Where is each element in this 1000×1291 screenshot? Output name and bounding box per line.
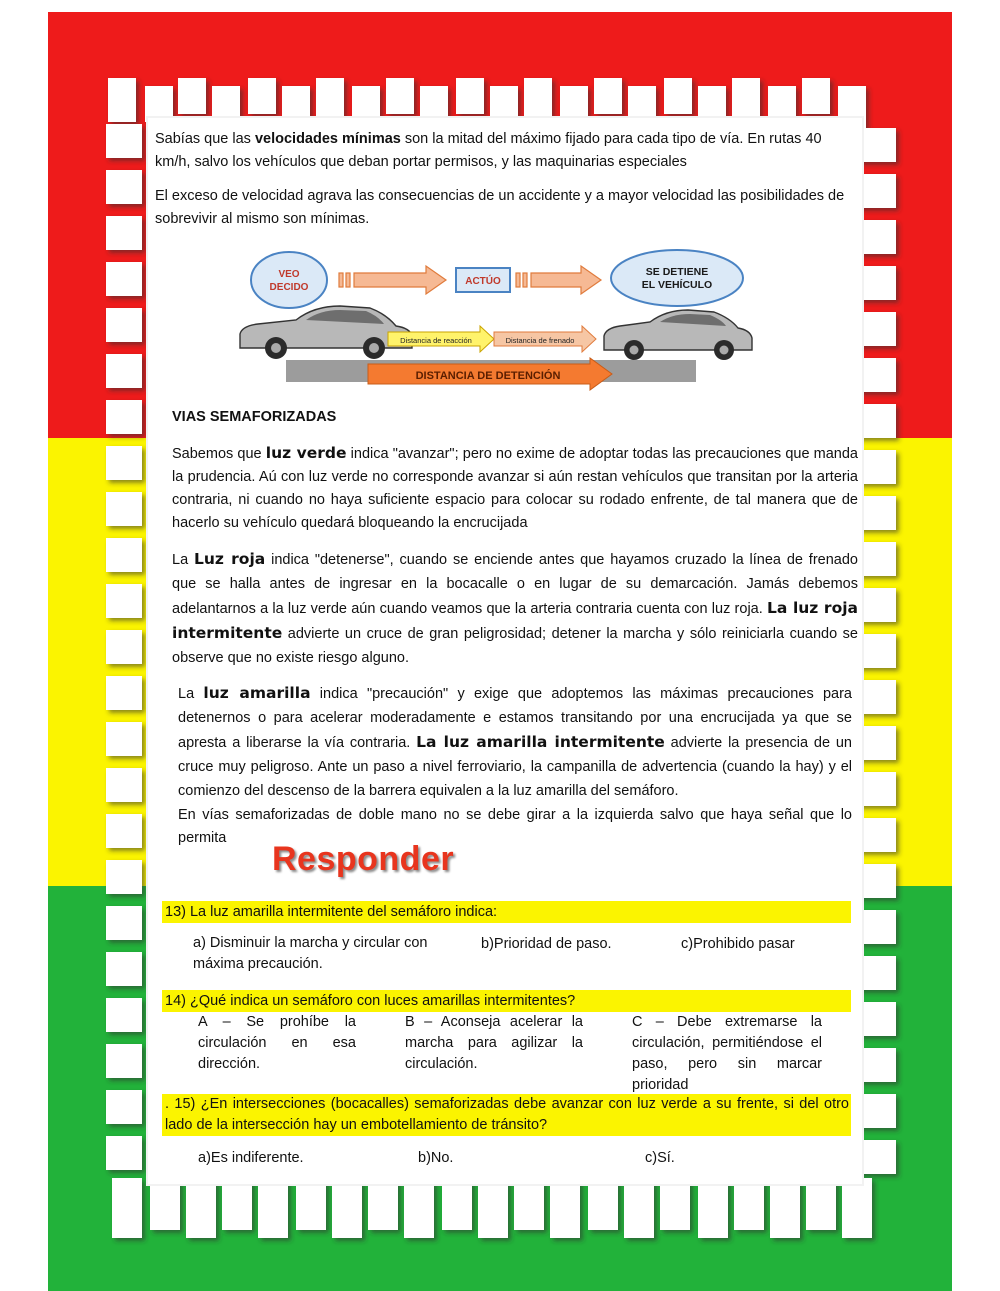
frame-tile xyxy=(856,404,896,438)
frame-tile xyxy=(588,1178,618,1230)
question-15: . 15) ¿En intersecciones (bocacalles) semaforizadas debe avanzar con luz verde a su frente, si del otro lado de la intersección hay un embotellamiento de tránsito? xyxy=(165,1096,849,1133)
frame-tile xyxy=(856,128,896,162)
frame-tile xyxy=(856,358,896,392)
q14-option-c[interactable]: C – Debe extremarse la circulación, permitiéndose el paso, pero sin marcar prioridad xyxy=(632,1014,822,1093)
frame-tile xyxy=(768,86,796,122)
frame-tile xyxy=(106,170,142,204)
frame-tile xyxy=(106,768,142,802)
frame-tile xyxy=(332,1178,362,1238)
q13-option-a[interactable]: a) Disminuir la marcha y circular con máxima precaución. xyxy=(193,935,428,972)
frame-tile xyxy=(106,354,142,388)
frame-tile xyxy=(248,78,276,114)
frame-tile xyxy=(478,1178,508,1238)
frame-tile xyxy=(856,1140,896,1174)
frame-tile xyxy=(442,1178,472,1230)
em-luz-amarilla: luz amarilla xyxy=(203,684,311,702)
frame-tile xyxy=(282,86,310,122)
q15-option-b[interactable]: b)No. xyxy=(418,1150,454,1166)
frame-tile xyxy=(856,1048,896,1082)
q13-option-c[interactable]: c)Prohibido pasar xyxy=(681,936,795,952)
frame-tile xyxy=(106,308,142,342)
decido-label: DECIDO xyxy=(269,282,309,293)
section-title: VIAS SEMAFORIZADAS xyxy=(172,409,337,425)
frame-tile xyxy=(856,1094,896,1128)
responder-heading: Responder xyxy=(272,840,455,878)
q14-option-a[interactable]: A – Se prohíbe la circulación en esa dirección. xyxy=(198,1014,356,1072)
frame-tile xyxy=(594,78,622,114)
em-luz-verde: luz verde xyxy=(265,444,347,462)
frame-tile xyxy=(178,78,206,114)
frame-tile xyxy=(106,492,142,526)
stopping-distance-diagram xyxy=(236,240,770,398)
frame-tile xyxy=(856,864,896,898)
paragraph-luz-verde: Sabemos que luz verde indica "avanzar"; pero no exime de adoptar todas las precauciones que manda la prudencia. Aú con luz verde no corresponde avanzar si aún restan vehículos que transitan por la arteria contraria, ni cuando no haya suficiente espacio para colocar su rodado enfrente, de tal manera que de hacerlo su vehículo quedará bloqueando la encrucijada xyxy=(172,444,858,531)
frame-tile xyxy=(856,266,896,300)
em-luz-roja-intermitente: La luz roja intermitente xyxy=(172,599,858,642)
frame-tile xyxy=(404,1178,434,1238)
frame-tile xyxy=(732,78,760,122)
frame-tile xyxy=(524,78,552,122)
frame-tile xyxy=(106,630,142,664)
frame-tile xyxy=(352,86,380,122)
frame-tile xyxy=(222,1178,252,1230)
frame-tile xyxy=(106,1136,142,1170)
frame-tile xyxy=(368,1178,398,1230)
frame-tile xyxy=(842,1178,872,1238)
bold-velocidades-minimas: velocidades mínimas xyxy=(254,131,401,147)
frame-tile xyxy=(856,772,896,806)
question-13: 13) La luz amarilla intermitente del semáforo indica: xyxy=(165,904,498,920)
paragraph-luz-amarilla: La luz amarilla indica "precaución" y exige que adoptemos las máximas precauciones para detenernos o para acelerar moderadamente e estamos transitando por una encrucijada ya que se apresta a liberarse la vía contraria. La luz amarilla intermitente advierte la presencia de un cruce muy peligroso. Ante un paso a nivel ferroviario, la campanilla de advertencia (cuando la hay) y el comienzo del descenso de la barrera equivalen a la luz amarilla del semáforo. xyxy=(178,684,852,799)
frame-tile xyxy=(856,956,896,990)
frame-tile xyxy=(624,1178,654,1238)
frame-tile xyxy=(386,78,414,114)
frame-tile xyxy=(856,1002,896,1036)
frame-tile xyxy=(856,496,896,530)
frame-tile xyxy=(296,1178,326,1230)
q14-option-b[interactable]: B – Aconseja acelerar la marcha para agilizar la circulación. xyxy=(405,1014,583,1072)
frame-tile xyxy=(106,676,142,710)
frame-tile xyxy=(258,1178,288,1238)
intro-paragraph-1: Sabías que las velocidades mínimas son la mitad del máximo fijado para cada tipo de vía. En rutas 40 km/h, salvo los vehículos que deban portar permisos, y las maquinarias especiales xyxy=(155,131,822,170)
frame-tile xyxy=(856,450,896,484)
frame-tile xyxy=(106,446,142,480)
paragraph-luz-roja: La Luz roja indica "detenerse", cuando se enciende antes que hayamos cruzado la línea de frenado que se halla antes de ingresar en la bocacalle o en lugar de su demarcación. Jamás debemos adelantarnos a la luz verde aún cuando veamos que la arteria contraria cuenta con luz roja. La luz roja intermitente advierte un cruce de gran peligrosidad; detener la marcha y sólo reiniciarla cuando se observe que no existe riesgo alguno. xyxy=(172,550,858,666)
veo-decido-ellipse xyxy=(251,252,327,308)
frame-tile xyxy=(106,1044,142,1078)
em-luz-amarilla-intermitente: La luz amarilla intermitente xyxy=(416,733,665,751)
frame-tile xyxy=(856,588,896,622)
frame-tile xyxy=(856,680,896,714)
paragraph-doble-mano: En vías semaforizadas de doble mano no se debe girar a la izquierda salvo que haya señal que lo permita xyxy=(178,807,852,846)
frame-tile xyxy=(734,1178,764,1230)
frame-tile xyxy=(106,906,142,940)
frame-tile xyxy=(106,124,142,158)
frame-tile xyxy=(106,952,142,986)
frame-tile xyxy=(698,86,726,122)
veo-label: VEO xyxy=(278,269,300,280)
frame-tile xyxy=(106,584,142,618)
frame-tile xyxy=(106,860,142,894)
frame-tile xyxy=(856,818,896,852)
frame-tile xyxy=(856,726,896,760)
frame-tile xyxy=(150,1178,180,1230)
frame-tile xyxy=(106,814,142,848)
frame-tile xyxy=(802,78,830,114)
frame-tile xyxy=(856,910,896,944)
frame-tile xyxy=(770,1178,800,1238)
frame-tile xyxy=(856,174,896,208)
el-vehiculo-label: EL VEHÍCULO xyxy=(641,279,713,291)
q13-option-b[interactable]: b)Prioridad de paso. xyxy=(481,936,612,952)
braking-label: Distancia de frenado xyxy=(505,336,575,345)
frame-tile xyxy=(106,216,142,250)
frame-tile xyxy=(514,1178,544,1230)
frame-tile xyxy=(145,86,173,122)
actuo-label: ACTÚO xyxy=(465,276,501,287)
frame-tile xyxy=(316,78,344,122)
frame-tile xyxy=(106,1090,142,1124)
frame-tile xyxy=(856,312,896,346)
frame-tile xyxy=(106,998,142,1032)
question-14: 14) ¿Qué indica un semáforo con luces amarillas intermitentes? xyxy=(165,993,576,1009)
em-luz-roja: Luz roja xyxy=(194,550,266,568)
frame-tile xyxy=(106,538,142,572)
frame-tile xyxy=(106,400,142,434)
reaction-label: Distancia de reacción xyxy=(400,336,472,345)
q15-option-c[interactable]: c)Sí. xyxy=(645,1150,675,1166)
frame-tile xyxy=(856,220,896,254)
frame-tile xyxy=(112,1178,142,1238)
frame-tile xyxy=(698,1178,728,1238)
frame-tile xyxy=(456,78,484,114)
se-detiene-ellipse xyxy=(611,250,743,306)
frame-tile xyxy=(664,78,692,114)
frame-tile xyxy=(856,542,896,576)
frame-tile xyxy=(106,722,142,756)
frame-tile xyxy=(108,78,136,122)
frame-tile xyxy=(186,1178,216,1238)
frame-tile xyxy=(560,86,588,122)
q15-option-a[interactable]: a)Es indiferente. xyxy=(198,1150,304,1166)
se-detiene-label: SE DETIENE xyxy=(645,266,709,278)
stopping-distance-label: DISTANCIA DE DETENCIÓN xyxy=(415,370,561,382)
frame-tile xyxy=(550,1178,580,1238)
frame-tile xyxy=(490,86,518,122)
frame-tile xyxy=(106,262,142,296)
frame-tile xyxy=(856,634,896,668)
intro-paragraph-2: El exceso de velocidad agrava las consecuencias de un accidente y a mayor velocidad las posibilidades de sobrevivir al mismo son mínimas. xyxy=(155,188,845,227)
frame-tile xyxy=(660,1178,690,1230)
frame-tile xyxy=(806,1178,836,1230)
